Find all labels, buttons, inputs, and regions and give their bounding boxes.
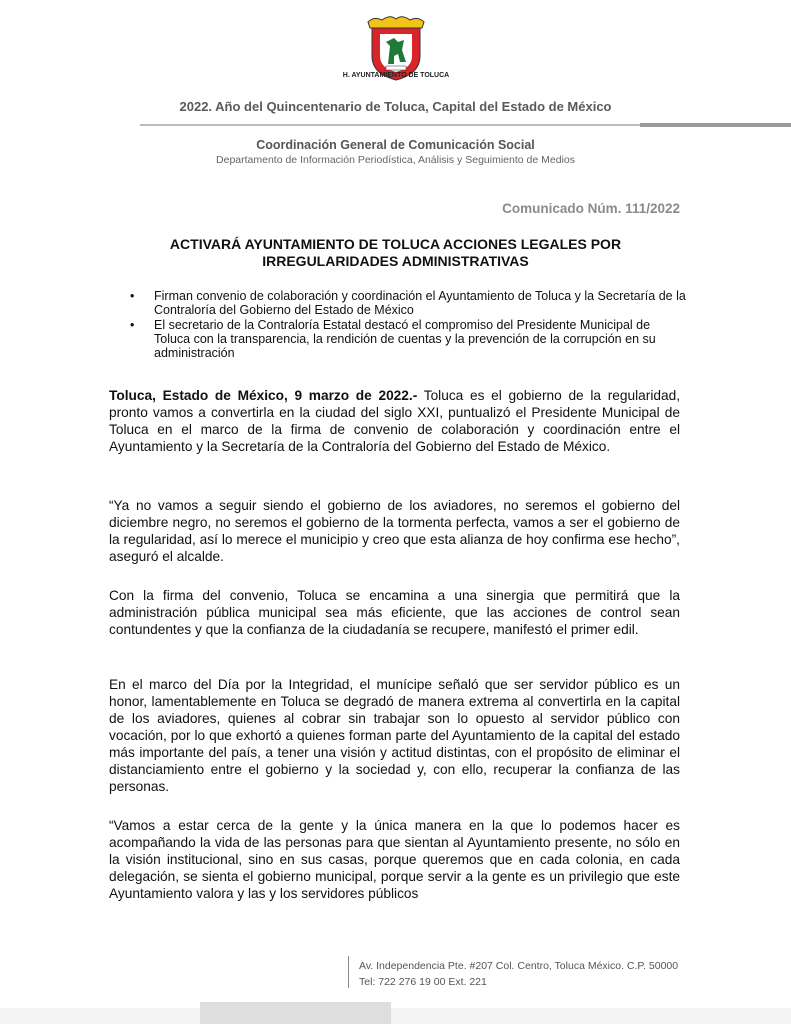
paragraph-4: En el marco del Día por la Integridad, el munícipe señaló que ser servidor público es un honor, lamentablemente en Toluca se degradó de manera extrema al convertirla en la capital de los aviadores, quienes al cobrar sin trabajar son lo opuesto al servidor público con vocación, por lo que exhortó a quienes forman parte del Ayuntamiento de la capital del estado más importante del país, a tener una visión y actitud distintas, con el propósito de eliminar el distanciamiento entre el gobierno y la sociedad y, con ello, recuperar la confianza de las personas. bbox=[109, 677, 680, 794]
bullet-icon: • bbox=[130, 318, 135, 332]
paragraph-5: “Vamos a estar cerca de la gente y la única manera en la que lo podemos hacer es acompañando la vida de las personas para que sientan al Ayuntamiento presente, no sólo en la visión institucional, sino en sus casas, porque queremos que en cada colonia, en cada delegación, se sienta el gobierno municipal, porque servir a la gente es un privilegio que este Ayuntamiento valora y las y los servidores públicos bbox=[109, 818, 680, 901]
footer-band-accent bbox=[200, 1002, 391, 1024]
bullet-text: Firman convenio de colaboración y coordinación el Ayuntamiento de Toluca y la Secretaría de la Contraloría del Gobierno del Estado de México bbox=[154, 289, 686, 317]
bullet-icon: • bbox=[130, 289, 135, 303]
headline: ACTIVARÁ AYUNTAMIENTO DE TOLUCA ACCIONES LEGALES POR IRREGULARIDADES ADMINISTRATIVAS bbox=[169, 236, 622, 269]
banner-divider bbox=[140, 124, 691, 126]
logo-caption: H. AYUNTAMIENTO DE TOLUCA bbox=[342, 72, 450, 79]
summary-bullets bbox=[108, 289, 688, 361]
year-banner: 2022. Año del Quincentenario de Toluca, Capital del Estado de México bbox=[179, 99, 612, 114]
bullet-text: El secretario de la Contraloría Estatal destacó el compromiso del Presidente Municipal de Toluca con la transparencia, la rendición de cuentas y la prevención de la corrupción en su administración bbox=[154, 318, 656, 360]
department-subtitle: Departamento de Información Periodística, Análisis y Seguimiento de Medios bbox=[216, 154, 575, 166]
paragraph-1 bbox=[109, 387, 680, 455]
bullet-item bbox=[108, 318, 688, 360]
footer-band bbox=[0, 1008, 791, 1024]
department-title: Coordinación General de Comunicación Social bbox=[256, 138, 535, 152]
paragraph-2: “Ya no vamos a seguir siendo el gobierno de los aviadores, no seremos el gobierno del diciembre negro, no seremos el gobierno de la tormenta perfecta, vamos a ser el gobierno de la regularidad, así lo merece el municipio y creo que esta alianza de hoy confirma ese hecho”, aseguró el alcalde. bbox=[109, 498, 680, 564]
paragraph-3: Con la firma del convenio, Toluca se encamina a una sinergia que permitirá que la administración pública municipal sea más eficiente, que las acciones de control sean contundentes y que la confianza de la ciudadanía se recupere, manifestó el primer edil. bbox=[109, 588, 680, 637]
footer-address: Av. Independencia Pte. #207 Col. Centro, Toluca México. C.P. 50000 bbox=[359, 960, 679, 972]
press-release-number: Comunicado Núm. 111/2022 bbox=[502, 201, 680, 216]
banner-divider-accent bbox=[640, 123, 791, 127]
footer-phone: Tel: 722 276 19 00 Ext. 221 bbox=[359, 976, 487, 988]
footer-contact bbox=[359, 958, 678, 990]
dateline: Toluca, Estado de México, 9 marzo de 2022.- bbox=[109, 388, 418, 403]
bullet-item bbox=[108, 289, 688, 317]
footer-separator bbox=[348, 956, 349, 988]
paragraph-1-text: Toluca es el gobierno de la regularidad, pronto vamos a convertirla en la ciudad del siglo XXI, puntualizó el Presidente Municipal de Toluca en el marco de la firma de convenio de colaboración y coordinación entre el Ayuntamiento y la Secretaría de la Contraloría del Gobierno del Estado de México. bbox=[109, 388, 680, 454]
